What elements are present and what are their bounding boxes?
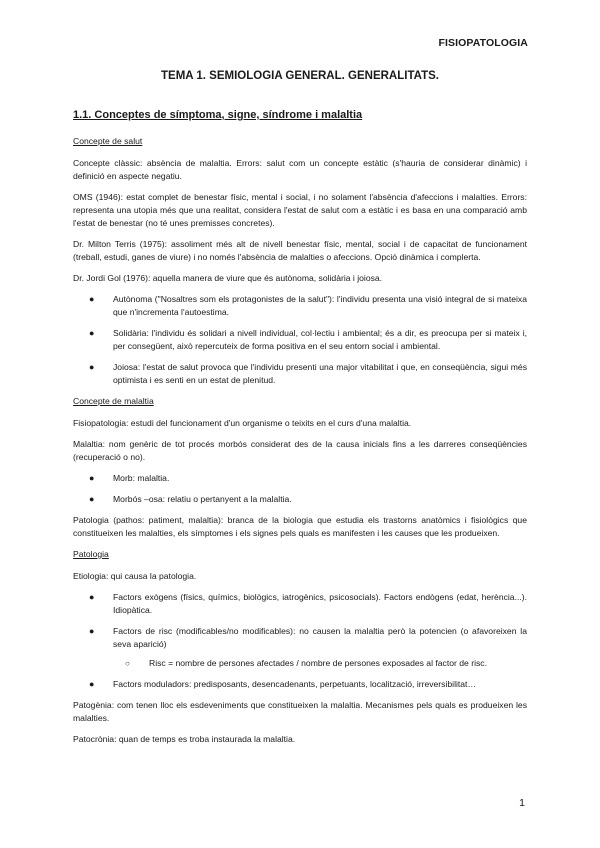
subheading-patologia: Patologia xyxy=(73,549,109,559)
chapter-title: TEMA 1. SEMIOLOGIA GENERAL. GENERALITATS. xyxy=(161,70,439,82)
bullet-icon: ● xyxy=(89,294,95,304)
section-heading: 1.1. Conceptes de símptoma, signe, síndrome i malaltia xyxy=(73,109,363,121)
sub-list-item: ○ Risc = nombre de persones afectades / nombre de persones exposades al factor de risc. xyxy=(125,658,487,668)
bullet-icon: ● xyxy=(89,679,95,689)
paragraph: Concepte clàssic: absència de malaltia. Errors: salut com un concepte estàtic (s'hauria de considerar dinàmic) i definició en aspecte negatiu. xyxy=(73,158,527,181)
running-header: FISIOPATOLOGIA xyxy=(438,37,528,49)
list-item: ● Morbós –osa: relatiu o pertanyent a la malaltia. xyxy=(89,494,292,504)
bullet-icon: ● xyxy=(89,362,95,372)
bullet-icon: ● xyxy=(89,328,95,338)
circle-bullet-icon: ○ xyxy=(125,659,130,668)
paragraph: Fisiopatologia: estudi del funcionament d'un organisme o teixits en el curs d'una malaltia. xyxy=(73,418,412,428)
page-number: 1 xyxy=(519,797,525,809)
bullet-list xyxy=(73,472,527,506)
bullet-list xyxy=(73,591,527,691)
bullet-list xyxy=(73,293,527,387)
paragraph: Patologia (pathos: patiment, malaltia): branca de la biologia que estudia els trastorns anatòmics i fisiològics que constitueixen les malalties, els símptomes i els signes pels quals es manifesten i les causes que les produeixen. xyxy=(73,515,527,538)
paragraph: OMS (1946): estat complet de benestar físic, mental i social, i no solament l'absència d'afeccions i malalties. Errors: representa una utopia més que una realitat, considera l'estat de salut com a estàtic i es basa en una comparació amb l'estat de benestar (no té unes premisses concretes). xyxy=(73,192,527,228)
subheading-salut: Concepte de salut xyxy=(73,136,143,146)
bullet-icon: ● xyxy=(89,473,95,483)
paragraph: Patogènia: com tenen lloc els esdeveniments que constitueixen la malaltia. Mecanismes pels quals es produeixen les malalties. xyxy=(73,700,527,723)
list-item: ● Solidària: l'individu és solidari a nivell individual, col·lectiu i ambiental; és a dir, es preocupa per si mateix i, per consegüent, això repercuteix de forma positiva en el seu entorn social i ambiental. xyxy=(89,328,527,351)
sub-list xyxy=(113,657,527,670)
list-item: ● Factors moduladors: predisposants, desencadenants, perpetuants, localització, irreversibilitat… xyxy=(89,679,477,689)
paragraph: Dr. Jordi Gol (1976): aquella manera de viure que és autònoma, solidària i joiosa. xyxy=(73,273,383,283)
list-item: ● Joiosa: l'estat de salut provoca que l'individu presenti una major vitabilitat i que, en conseqüència, sigui més optimista i es senti en un estat de plenitud. xyxy=(89,362,527,385)
paragraph: Dr. Milton Terris (1975): assoliment més alt de nivell benestar físic, mental, social i de capacitat de funcionament (treball, estudi, ganes de viure) i no només l'absència de malalties o afeccions. Opció dinàmica i complerta. xyxy=(73,239,527,262)
subheading-malaltia: Concepte de malaltia xyxy=(73,396,154,406)
list-item: ● Factors exògens (físics, químics, biològics, iatrogènics, psicosocials). Factors endògens (edat, herència...). Idiopàtica. xyxy=(89,592,527,615)
list-item: ● Factors de risc (modificables/no modificables): no causen la malaltia però la potencien (o afavoreixen la seva aparició) ○ Risc = nombre de persones afectades / nombre de persones exposades al factor de risc. xyxy=(89,626,527,668)
list-item: ● Autònoma ("Nosaltres som els protagonistes de la salut"): l'individu presenta una visió integral de si mateixa que n'incrementa l'autoestima. xyxy=(89,294,527,317)
page-content xyxy=(73,108,527,754)
list-item: ● Morb: malaltia. xyxy=(89,473,170,483)
bullet-icon: ● xyxy=(89,494,95,504)
paragraph: Malaltia: nom genèric de tot procés morbós considerat des de la causa inicials fins a les darreres conseqüències (recuperació o no). xyxy=(73,439,527,462)
paragraph: Etiologia: qui causa la patologia. xyxy=(73,571,197,581)
bullet-icon: ● xyxy=(89,592,95,602)
paragraph: Patocrònia: quan de temps es troba instaurada la malaltia. xyxy=(73,734,296,744)
bullet-icon: ● xyxy=(89,626,95,636)
